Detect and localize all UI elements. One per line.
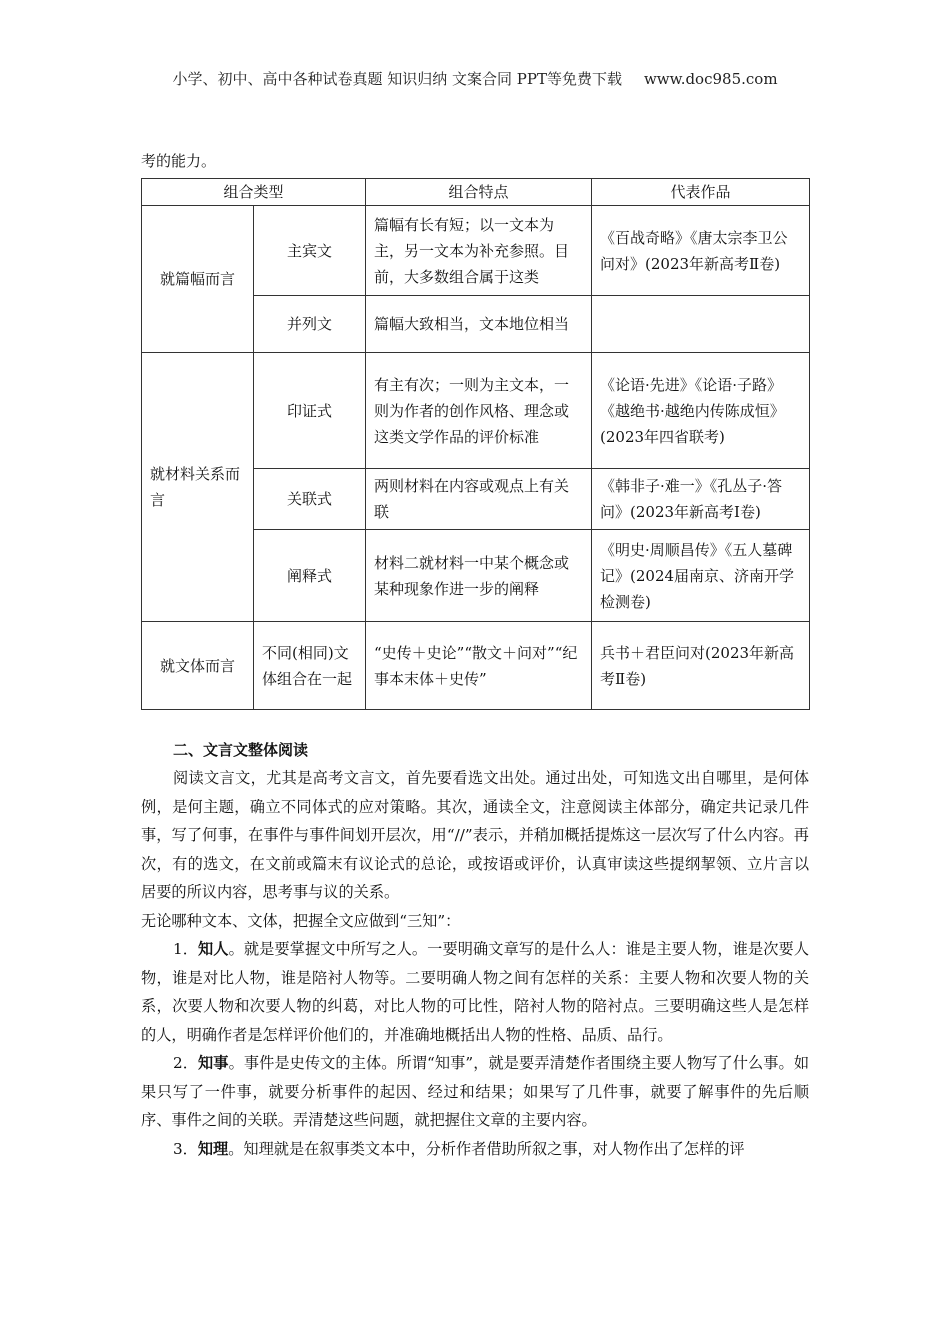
- table-header: 组合特点: [366, 179, 592, 206]
- works-cell: 《百战奇略》《唐太宗李卫公问对》(2023年新高考Ⅱ卷): [592, 206, 810, 296]
- type-cell: 主宾文: [254, 206, 366, 296]
- list-item: [141, 1049, 809, 1135]
- item-text: 。知理就是在叙事类文本中，分析作者借助所叙之事，对人物作出了怎样的评: [228, 1139, 745, 1158]
- feature-cell: 两则材料在内容或观点上有关联: [366, 469, 592, 530]
- type-cell: 关联式: [254, 469, 366, 530]
- category-cell: 就文体而言: [142, 622, 254, 710]
- header-site[interactable]: www.doc985.com: [643, 70, 778, 88]
- reading-section: [141, 736, 809, 1163]
- table-row: [142, 206, 810, 296]
- item-text: 。事件是史传文的主体。所谓“知事”，就是要弄清楚作者围绕主要人物写了什么事。如果只写了一件事，就要分析事件的起因、经过和结果；如果写了几件事，就要了解事件的先后顺序、事件之间的关联。弄清楚这些问题，就把握住文章的主要内容。: [141, 1054, 810, 1129]
- works-cell: 《韩非子·难一》《孔丛子·答问》(2023年新高考Ⅰ卷): [592, 469, 810, 530]
- feature-cell: 篇幅有长有短；以一文本为主，另一文本为补充参照。目前，大多数组合属于这类: [366, 206, 592, 296]
- feature-cell: 材料二就材料一中某个概念或某种现象作进一步的阐释: [366, 530, 592, 622]
- combination-table: [141, 178, 810, 710]
- item-number: 3．: [173, 1139, 198, 1158]
- document-body: [141, 150, 809, 1163]
- item-keyword: 知理: [197, 1139, 229, 1158]
- type-cell: 不同(相同)文体组合在一起: [254, 622, 366, 710]
- section-title: 二、文言文整体阅读: [173, 741, 309, 759]
- lead-text: 考的能力。: [141, 152, 217, 170]
- header-text: 小学、初中、高中各种试卷真题 知识归纳 文案合同 PPT等免费下载: [172, 70, 622, 88]
- item-text: 。就是要掌握文中所写之人。一要明确文章写的是什么人：谁是主要人物，谁是次要人物，谁是对比人物，谁是陪衬人物等。二要明确人物之间有怎样的关系：主要人物和次要人物的关系，次要人物和次要人物的纠葛，对比人物的可比性，陪衬人物的陪衬点。三要明确这些人是怎样的人，明确作者是怎样评价他们的，并准确地概括出人物的性格、品质、品行。: [141, 940, 810, 1044]
- item-number: 1．: [173, 940, 199, 958]
- feature-cell: 有主有次；一则为主文本，一则为作者的创作风格、理念或这类文学作品的评价标准: [366, 353, 592, 469]
- works-cell: 《明史·周顺昌传》《五人墓碑记》(2024届南京、济南开学检测卷): [592, 530, 810, 622]
- feature-cell: 篇幅大致相当，文本地位相当: [366, 296, 592, 353]
- list-item: [141, 1135, 809, 1164]
- feature-cell: “史传＋史论”“散文＋问对”“纪事本末体＋史传”: [366, 622, 592, 710]
- paragraph: 阅读文言文，尤其是高考文言文，首先要看选文出处。通过出处，可知选文出自哪里，是何体例，是何主题，确立不同体式的应对策略。其次，通读全文，注意阅读主体部分，确定共记录几件事，写了何事，在事件与事件间划开层次，用“//”表示，并稍加概括提炼这一层次写了什么内容。再次，有的选文，在文前或篇末有议论式的总论，或按语或评价，认真审读这些提纲挈领、立片言以居要的所议内容，思考事与议的关系。: [141, 769, 809, 901]
- type-cell: 阐释式: [254, 530, 366, 622]
- category-cell: 就篇幅而言: [142, 206, 254, 353]
- table-row: [142, 622, 810, 710]
- category-cell: 就材料关系而言: [142, 353, 254, 622]
- table-row: [142, 353, 810, 469]
- item-keyword: 知事: [198, 1054, 229, 1072]
- type-cell: 印证式: [254, 353, 366, 469]
- works-cell: [592, 296, 810, 353]
- page-header: [0, 68, 950, 89]
- type-cell: 并列文: [254, 296, 366, 353]
- item-keyword: 知人: [198, 940, 229, 958]
- works-cell: 《论语·先进》《论语·子路》《越绝书·越绝内传陈成恒》(2023年四省联考): [592, 353, 810, 469]
- paragraph: 无论哪种文本、文体，把握全文应做到“三知”：: [141, 911, 461, 930]
- table-header: 组合类型: [142, 179, 366, 206]
- list-item: [141, 935, 809, 1049]
- works-cell: 兵书＋君臣问对(2023年新高考Ⅱ卷): [592, 622, 810, 710]
- table-header-row: [142, 179, 810, 206]
- item-number: 2．: [173, 1054, 199, 1072]
- table-header: 代表作品: [592, 179, 810, 206]
